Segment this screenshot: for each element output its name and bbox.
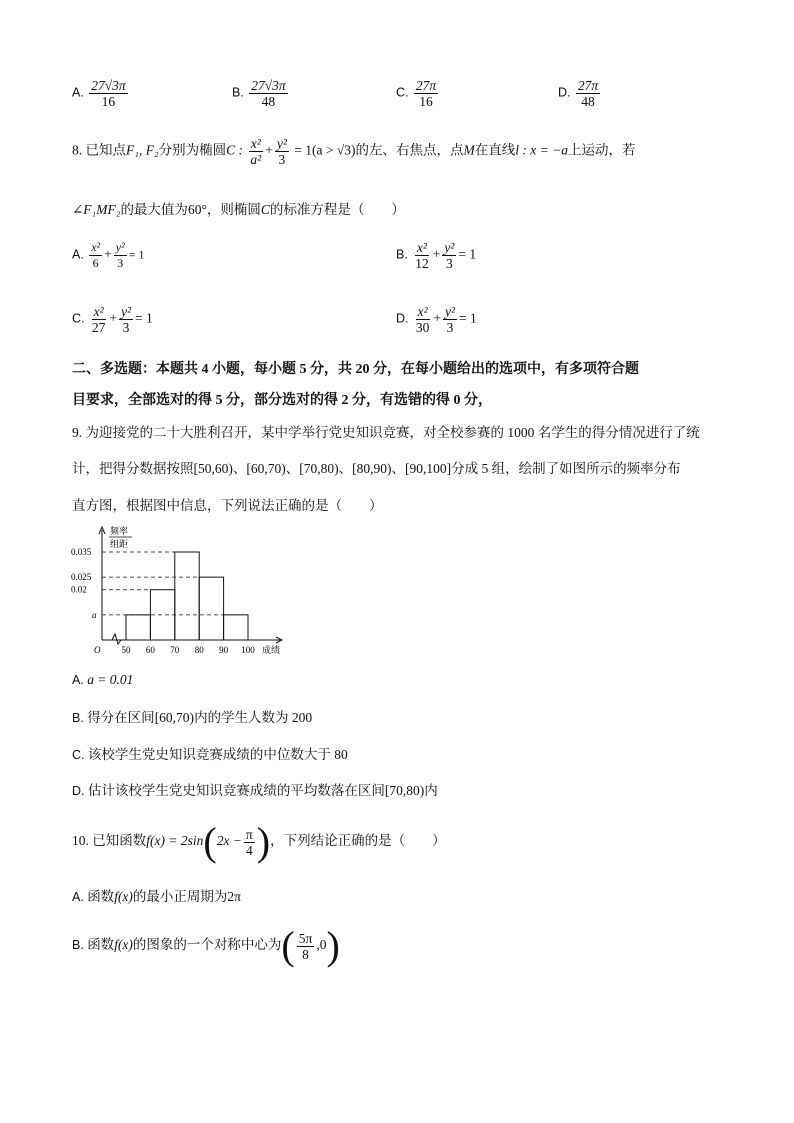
q8-option-c: C. $\frac{\text{x²}}{27}$ + $\frac{\text{y²}}{3}$ = 1 [72, 304, 153, 335]
q9-option-a: A. a = 0.01 [72, 672, 134, 687]
q7-option-d: D. $\frac{27\pi}{48}$ [558, 78, 599, 109]
q8-option-b: B. $\frac{\text{x²}}{12}$ + $\frac{\text{y²}}{3}$ = 1 [396, 240, 477, 271]
y-tick-label: 0.025 [71, 572, 92, 583]
x-tick-label: 90 [219, 645, 229, 655]
q10-option-b: B. 函数f(x)的图象的一个对称中心为( $\frac{5\pi}{8}$ ,0) [72, 923, 340, 968]
y-label-denominator: 组距 [110, 539, 129, 549]
section2-heading-line2: 目要求，全部选对的得 5 分，部分选对的得 2 分，有选错的得 0 分， [72, 393, 492, 408]
q10-option-a: A. 函数f(x)的最小正周期为2π [72, 889, 241, 904]
y-tick-label: 0.035 [71, 547, 92, 557]
axis-break [112, 634, 121, 644]
histogram-bar [199, 577, 223, 640]
histogram-bar [126, 615, 150, 640]
histogram-bar [224, 615, 248, 640]
x-axis-label: 成绩 [262, 645, 281, 655]
x-tick-label: 80 [194, 645, 204, 655]
q10-stem: 10. 已知函数f(x) = 2sin(2x − $\frac{\pi}{4}$ )，下列结论正确的是（ ） [72, 819, 446, 864]
origin-label: O [94, 645, 101, 655]
y-tick-label: 0.02 [71, 584, 87, 595]
section2-heading-line1: 二、多选题：本题共 4 小题，每小题 5 分，共 20 分，在每小题给出的选项中，有多项符合题 [72, 362, 639, 377]
y-tick-label: a [92, 609, 97, 620]
q8-stem-line2: ∠F₁MF₂的最大值为60°，则椭圆C的标准方程是（ ） [72, 202, 405, 217]
frequency-histogram [70, 522, 290, 660]
q7-option-a: A. $\frac{27√3\pi}{16}$ [72, 78, 126, 109]
q8-option-a: A. $\frac{\text{x²}}{6}$ + $\frac{\text{y²}}{3}$ = 1 [72, 240, 145, 270]
q8-stem-line1: 8. 已知点F₁, F₂分别为椭圆C : $\frac{\text{x²}}{\text{a²}}$ + $\frac{\text{y²}}{3}$ = 1(a > √3)的左、右焦点，点M在直线l : x = −a上运动，若 [72, 136, 636, 167]
histogram-bar [175, 552, 199, 640]
x-tick-label: 50 [121, 645, 131, 655]
x-tick-label: 100 [241, 645, 255, 655]
q9-option-c: C. 该校学生党史知识竞赛成绩的中位数大于 80 [72, 747, 348, 762]
q9-stem-line2: 计，把得分数据按照[50,60)、[60,70)、[70,80)、[80,90)、[90,100]分成 5 组，绘制了如图所示的频率分布 [72, 461, 681, 476]
x-tick-label: 70 [170, 645, 180, 655]
q7-option-c: C. $\frac{27\pi}{16}$ [396, 78, 437, 109]
q9-option-b: B. 得分在区间[60,70)内的学生人数为 200 [72, 710, 313, 725]
y-label-numerator: 频率 [110, 526, 129, 536]
x-tick-label: 60 [145, 645, 155, 655]
q8-option-d: D. $\frac{\text{x²}}{30}$ + $\frac{\text{y²}}{3}$ = 1 [396, 304, 477, 335]
q9-stem-line3: 直方图，根据图中信息，下列说法正确的是（ ） [72, 498, 383, 513]
q7-option-b: B. $\frac{27√3\pi}{48}$ [232, 78, 286, 109]
q9-option-d: D. 估计该校学生党史知识竞赛成绩的平均数落在区间[70,80)内 [72, 783, 438, 798]
q9-stem-line1: 9. 为迎接党的二十大胜利召开，某中学举行党史知识竞赛，对全校参赛的 1000 名学生的得分情况进行了统 [72, 425, 700, 440]
